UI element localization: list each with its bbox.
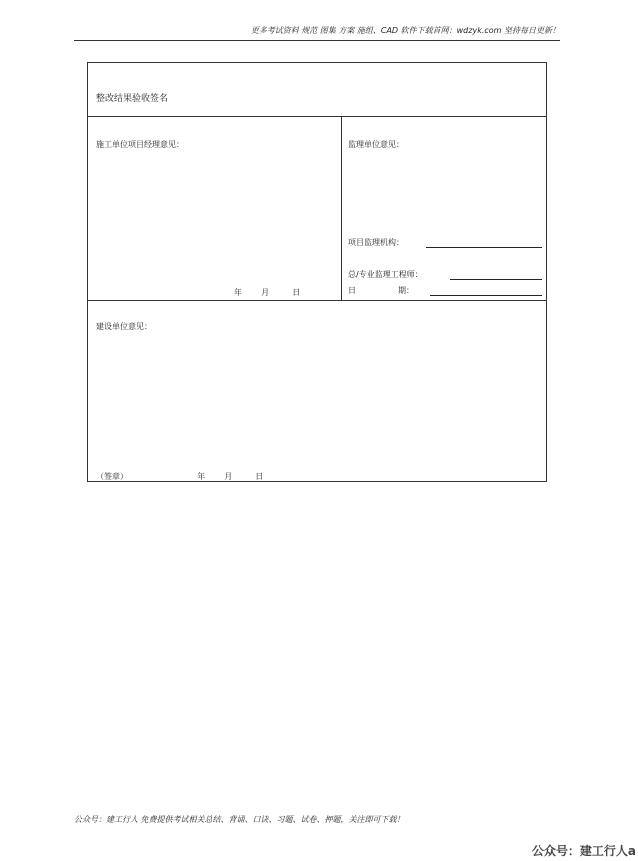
contractor-month-label: 月 (261, 288, 270, 297)
form-title: 整改结果验收签名 (96, 94, 169, 104)
watermark-text: 公众号：建工行人a (531, 844, 636, 858)
owner-cell (88, 301, 546, 481)
contractor-label: 施工单位项目经理意见： (96, 140, 184, 149)
contractor-cell (88, 117, 342, 300)
supervisor-date-line[interactable] (430, 295, 542, 296)
opinion-row (88, 117, 546, 301)
owner-sign-date (96, 471, 263, 482)
page-footer: 公众号：建工行人 免费提供考试相关总结、背诵、口诀、习题、试卷、押题，关注即可下载！ (74, 815, 405, 824)
form-title-row (88, 63, 546, 117)
supervisor-org-label: 项目监理机构： (348, 238, 404, 247)
supervisor-cell (342, 117, 548, 300)
supervisor-date-label (348, 285, 414, 296)
owner-stamp-label: （签章） (96, 472, 128, 481)
acceptance-form (87, 62, 547, 482)
supervisor-date-char-b: 期： (398, 286, 414, 295)
contractor-day-label: 日 (292, 288, 301, 297)
supervisor-org-line[interactable] (426, 247, 542, 248)
page-header: 更多考试资料 规范 图集 方案 施组、CAD 软件下载首网：wdzyk.com 坚持每日更新！ (74, 25, 560, 41)
owner-year-label: 年 (197, 472, 206, 481)
supervisor-label: 监理单位意见： (348, 140, 404, 149)
owner-label: 建设单位意见： (96, 322, 152, 331)
supervisor-engineer-line[interactable] (450, 279, 542, 280)
supervisor-engineer-label: 总/专业监理工程师： (348, 270, 423, 279)
supervisor-date-char-a: 日 (348, 286, 356, 295)
contractor-date (234, 287, 300, 298)
owner-month-label: 月 (224, 472, 233, 481)
owner-day-label: 日 (255, 472, 264, 481)
contractor-year-label: 年 (234, 288, 242, 297)
